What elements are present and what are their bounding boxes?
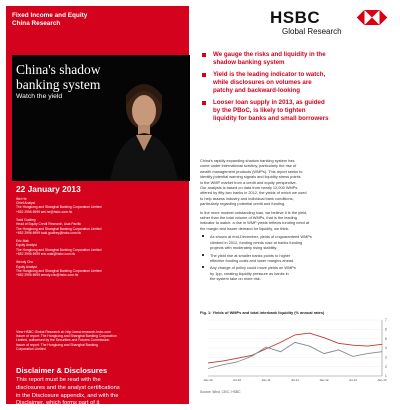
analyst-role: Equity Analyst <box>16 264 37 269</box>
department-line: Fixed Income and Equity <box>12 12 88 19</box>
key-point-line: Looser loan supply in 2013, as guided <box>213 99 325 106</box>
title-line: China's shadow <box>16 62 101 77</box>
x-tick-label: Jul-10 <box>232 378 242 382</box>
analyst-name: Eric Mak <box>16 239 29 244</box>
chart-background <box>200 316 394 386</box>
text-line: In the more modest outstanding loan, we believe it is the yield, <box>200 209 308 215</box>
key-point <box>200 99 396 123</box>
text-line: climbed in 2012, funding needs rose at banks funding <box>210 239 303 245</box>
key-point-line: patchy and backward-looking <box>213 87 300 94</box>
analyst-name: Todd Godfrey <box>16 218 36 223</box>
y-tick-label: 1 <box>385 374 387 379</box>
hsbc-logo <box>270 8 396 38</box>
analyst-role: Chief Analyst <box>16 201 36 206</box>
text-line: identify potential warning signals and liquidity stress points <box>200 174 301 180</box>
analyst-contact[interactable]: +852 2996 6999 eric.mak@hsbc.com.hk <box>16 251 76 256</box>
text-line: effective funding costs and lower margins ahead. <box>210 257 295 263</box>
hexagon-logo-icon <box>357 10 387 25</box>
bullet-square-icon <box>202 53 206 57</box>
key-points <box>200 51 396 127</box>
disclaimer-line: Disclaimer, which forms part of it <box>16 400 100 407</box>
bullet-square-icon <box>202 73 206 77</box>
text-line: rather than the total volume of WMPs, that is the leading <box>200 215 297 221</box>
analyst-role: Equity Analyst <box>16 243 37 248</box>
y-tick-label: 3 <box>385 355 387 360</box>
figure-source: Source: Wind, CEIC, HSBC <box>200 390 241 394</box>
disclaimer-line: in the Disclosure appendix, and with the <box>16 392 119 399</box>
research-link[interactable]: View HSBC Global Research at: http://www.research.hsbc.com <box>16 330 111 334</box>
x-tick-label: Jan-11 <box>261 378 271 382</box>
bullet-dot-icon <box>202 254 204 256</box>
text-line: The yield rise at smaller banks points to higher <box>210 252 291 258</box>
disclaimer-heading: Disclaimer & Disclosures <box>16 366 108 375</box>
bullet-dot-icon <box>202 266 204 268</box>
title-line: banking system <box>16 77 101 92</box>
report-date: 22 January 2013 <box>16 184 81 194</box>
text-line: come under international scrutiny, particularly the rise of <box>200 163 297 169</box>
y-tick-label: 7 <box>385 318 387 323</box>
x-tick-label: Jul-12 <box>348 378 358 382</box>
analyst-entry <box>16 218 101 235</box>
analyst-entry <box>16 197 101 214</box>
y-tick-label: 6 <box>385 327 387 332</box>
issuer-note: Limited, authorised by the Securities and Futures Commission. <box>16 338 111 343</box>
department-line: China Research <box>12 20 61 27</box>
x-tick-label: Jan-13 <box>377 378 387 382</box>
text-line: particularly regarding potential credit and funding. <box>200 201 286 207</box>
department <box>12 12 87 28</box>
y-tick-label: 4 <box>385 346 387 351</box>
text-line: to help assess industry and individual bank conditions, <box>200 195 294 201</box>
sub-bullet <box>200 265 394 281</box>
text-line: Any change of policy could move yields on WMPs <box>210 265 296 271</box>
issuer-note: Issuer of report: The Hongkong and Shanghai Banking <box>16 342 98 347</box>
text-line: by 1pp, creating liquidity pressure as banks in <box>210 270 289 276</box>
sub-bullet <box>200 234 394 250</box>
key-point-line: We gauge the risks and liquidity in the <box>213 51 326 58</box>
analyst-contact[interactable]: +852 2996 6999 wendy.chu@hsbc.com.hk <box>16 272 79 277</box>
text-line: indicator to watch: a rise in WMP yields reflects funding need at <box>200 220 310 226</box>
text-line: China's rapidly expanding shadow banking system has <box>200 158 295 163</box>
key-point <box>200 71 396 95</box>
y-tick-label: 2 <box>385 364 387 369</box>
analyst-company: The Hongkong and Shanghai Banking Corporation Limited <box>16 226 102 231</box>
figure-title: Fig. 1: Yields of WMPs and total interbank liquidity (% annual rates) <box>200 310 325 315</box>
analyst-company: The Hongkong and Shanghai Banking Corporation Limited <box>16 205 102 210</box>
key-point-line: liquidity for banks and small borrowers <box>213 115 329 122</box>
yield-line-chart <box>200 316 394 386</box>
analyst-entry <box>16 239 101 256</box>
analyst-company: The Hongkong and Shanghai Banking Corporation Limited <box>16 268 102 273</box>
paragraph <box>200 158 394 207</box>
report-title <box>16 62 101 92</box>
text-line: the margin and issuer demand for liquidity, we think. <box>200 225 290 231</box>
analyst-contact[interactable]: +852 2996 6999 todd.godfrey@hsbc.com.hk <box>16 230 82 235</box>
paragraph <box>200 210 394 232</box>
report-subtitle: Watch the yield <box>16 93 63 100</box>
y-tick-label: 5 <box>385 336 387 341</box>
key-point-line: shadow banking system <box>213 59 285 66</box>
research-link-note <box>16 330 186 351</box>
logo-wordmark: HSBC <box>270 8 321 27</box>
text-line: projects with moderately rising stability. <box>210 245 278 251</box>
key-point-line: by the PBoC, is likely to tighten <box>213 107 306 114</box>
text-line: As shown at end-December, yields of unguaranteed WMPs <box>210 234 312 240</box>
x-tick-label: Jan-12 <box>319 378 329 382</box>
analyst-role: Head of Equity Credit Research, Asia Pacific <box>16 222 82 227</box>
body-text <box>200 158 394 284</box>
analyst-company: The Hongkong and Shanghai Banking Corporation Limited <box>16 247 102 252</box>
key-point-line: while disclosures on volumes are <box>213 79 312 86</box>
bullet-square-icon <box>202 101 206 105</box>
text-line: offered by fifty-two banks in 2012, the yields of which we used <box>200 190 307 196</box>
key-point <box>200 51 396 67</box>
text-line: Our analysis is based on data from nearly 12,000 WMPs <box>200 185 298 191</box>
left-column <box>6 6 189 407</box>
issuer-note: Corporation Limited <box>16 346 46 351</box>
analyst-contact[interactable]: +852 2996 6999 wei.he@hsbc.com.hk <box>16 209 73 214</box>
issuer-note: Issuer of report: The Hongkong and Shanghai Banking Corporation <box>16 334 117 339</box>
analyst-list <box>16 197 101 281</box>
disclaimer-text <box>16 377 120 408</box>
analyst-entry <box>16 260 101 277</box>
sub-bullet <box>200 253 394 264</box>
analyst-name: Wendy Chu <box>16 260 34 265</box>
bullet-dot-icon <box>202 235 204 237</box>
key-point-line: Yield is the leading indicator to watch, <box>213 71 326 78</box>
text-line: wealth management products (WMPs). This report seeks to <box>200 168 303 174</box>
text-line: in the WMP market from a credit and equity perspective. <box>200 179 297 185</box>
logo-subtitle: Global Research <box>282 27 342 36</box>
x-tick-label: Jan-10 <box>203 378 213 382</box>
x-tick-label: Jul-11 <box>291 378 299 382</box>
disclaimer-line: disclosures and the analyst certifications <box>16 384 120 391</box>
analyst-name: Wei He <box>16 197 27 201</box>
disclaimer-line: This report must be read with the <box>16 377 101 383</box>
text-line: the system take on more risk. <box>210 276 261 282</box>
